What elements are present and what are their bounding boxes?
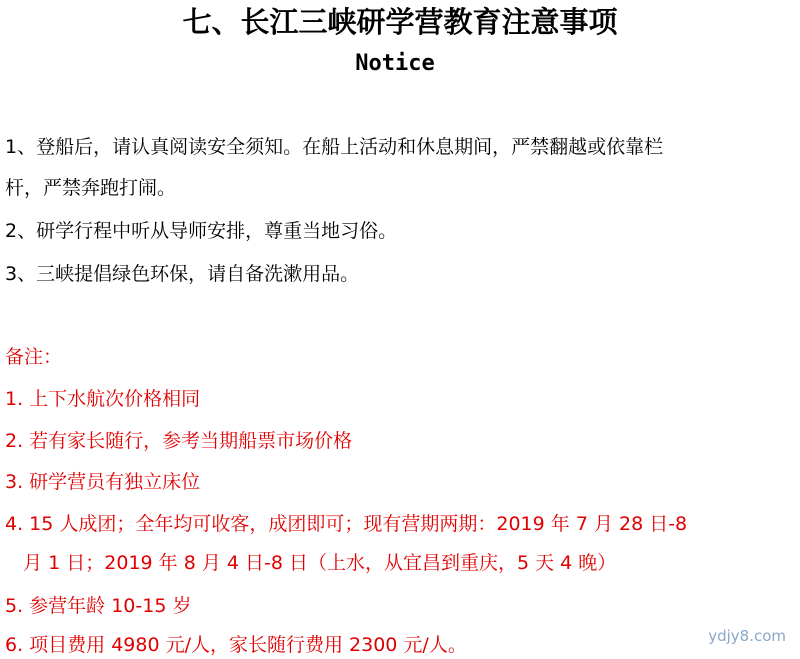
remark-line-1: 1. 上下水航次价格相同 [5, 388, 201, 410]
remark-line-4-cont: 月 1 日；2019 年 8 月 4 日-8 日（上水，从宜昌到重庆，5 天 4 晚） [5, 552, 617, 574]
notice-line-3: 3、三峡提倡绿色环保，请自备洗漱用品。 [5, 263, 360, 285]
remark-line-5: 5. 参营年龄 10-15 岁 [5, 595, 192, 617]
remark-line-3: 3. 研学营员有独立床位 [5, 471, 201, 493]
remark-line-4: 4. 15 人成团；全年均可收客，成团即可；现有营期两期：2019 年 7 月 28 日-8 [5, 513, 688, 535]
remark-line-2: 2. 若有家长随行，参考当期船票市场价格 [5, 430, 353, 452]
remark-line-6: 6. 项目费用 4980 元/人，家长随行费用 2300 元/人。 [5, 634, 467, 656]
notice-line-1: 1、登船后，请认真阅读安全须知。在船上活动和休息期间，严禁翻越或依靠栏 [5, 136, 664, 158]
page-title: 七、长江三峡研学营教育注意事项 [182, 5, 618, 39]
page-subtitle: Notice [355, 51, 435, 76]
remarks-heading: 备注： [5, 346, 63, 368]
site-watermark: ydjy8.com [708, 627, 786, 645]
notice-line-2: 2、研学行程中听从导师安排，尊重当地习俗。 [5, 220, 398, 242]
notice-line-1-cont: 杆，严禁奔跑打闹。 [5, 177, 177, 199]
